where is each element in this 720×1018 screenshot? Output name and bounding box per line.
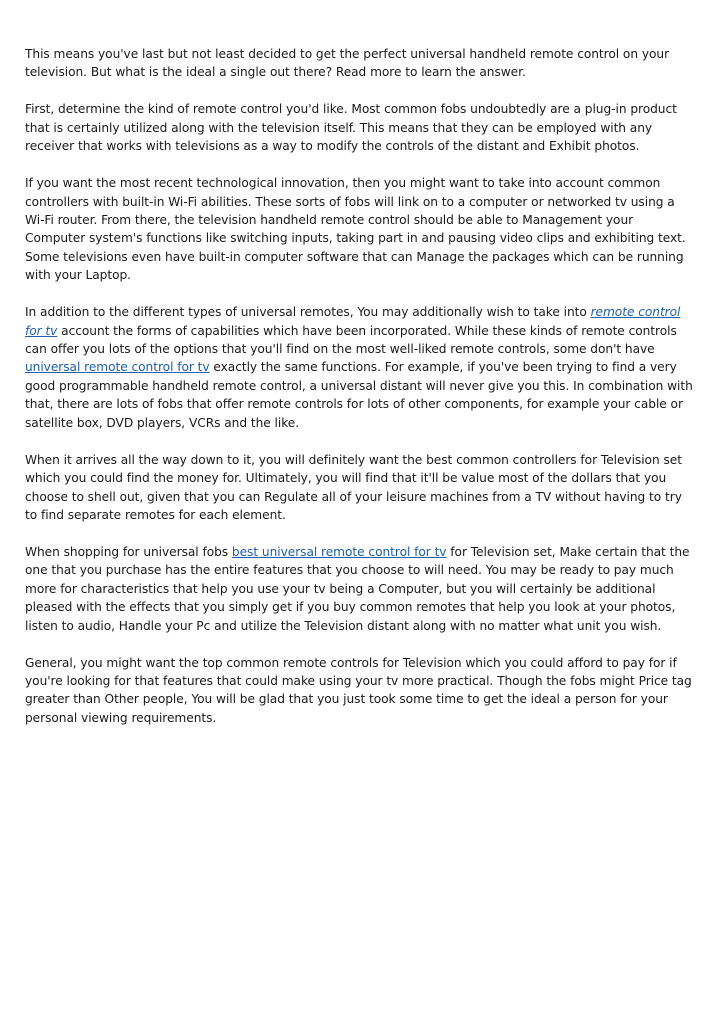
paragraph-text: General, you might want the top common remote controls for Television which you could afford to pay for if you're looking for that features that could make using your tv more practical. Though the fobs might Price tag greater than Other people, You will be glad that you just took some time to get the ideal a person for your personal viewing requirements. xyxy=(25,655,692,725)
paragraph-text: for Television set, Make certain that the one that you purchase has the entire features that you choose to will need. You may be ready to pay much more for characteristics that help you use your tv being a Computer, but you will certainly be additional pleased with the effects that you simply get if you buy common remotes that help you look at your photos, listen to audio, Handle your Pc and utilize the Television distant along with no matter what unit you wish. xyxy=(25,544,690,633)
paragraph-text: In addition to the different types of universal remotes, You may additionally wish to take into xyxy=(25,305,591,320)
paragraph-intro xyxy=(25,45,697,82)
paragraph-best-controllers xyxy=(25,451,697,525)
universal-remote-control-for-tv-link[interactable]: universal remote control for tv xyxy=(25,360,210,375)
paragraph-text: First, determine the kind of remote control you'd like. Most common fobs undoubtedly are a plug-in product that is certainly utilized along with the television itself. This means that they can be employed with any receiver that works with televisions as a way to modify the controls of the distant and Exhibit photos. xyxy=(25,102,677,154)
document-body xyxy=(25,45,697,746)
paragraph-text: If you want the most recent technological innovation, then you might want to take into account common controllers with built-in Wi-Fi abilities. These sorts of fobs will link on to a computer or networked tv using a Wi-Fi router. From there, the television handheld remote control should be able to Management your Computer system's functions like switching inputs, taking part in and pausing video clips and exhibiting text. Some televisions even have built-in computer software that can Manage the packages which can be running with your Laptop. xyxy=(25,176,686,283)
paragraph-remote-kind xyxy=(25,100,697,155)
paragraph-text: When shopping for universal fobs xyxy=(25,544,232,559)
paragraph-text: This means you've last but not least decided to get the perfect universal handheld remote control on your television. But what is the ideal a single out there? Read more to learn the answer. xyxy=(25,47,670,80)
paragraph-text: When it arrives all the way down to it, you will definitely want the best common controllers for Television set which you could find the money for. Ultimately, you will find that it'll be value most of the dollars that you choose to shell out, given that you can Regulate all of your leisure machines from a TV without having to try to find separate remotes for each element. xyxy=(25,452,682,522)
paragraph-types xyxy=(25,303,697,432)
paragraph-text: exactly the same functions. For example, if you've been trying to find a very good programmable handheld remote control, a universal distant will never give you this. In combination with that, there are lots of fobs that offer remote controls for lots of other components, for example your cable or satellite box, DVD players, VCRs and the like. xyxy=(25,360,693,430)
paragraph-wifi xyxy=(25,174,697,284)
remote-control-for-tv-link[interactable]: remote control for tv xyxy=(25,305,681,338)
paragraph-shopping xyxy=(25,543,697,635)
paragraph-text: account the forms of capabilities which have been incorporated. While these kinds of remote controls can offer you lots of the options that you'll find on the most well-liked remote controls, some don't have xyxy=(25,323,677,357)
paragraph-conclusion xyxy=(25,654,697,728)
best-universal-remote-control-link[interactable]: best universal remote control for tv xyxy=(231,544,447,559)
